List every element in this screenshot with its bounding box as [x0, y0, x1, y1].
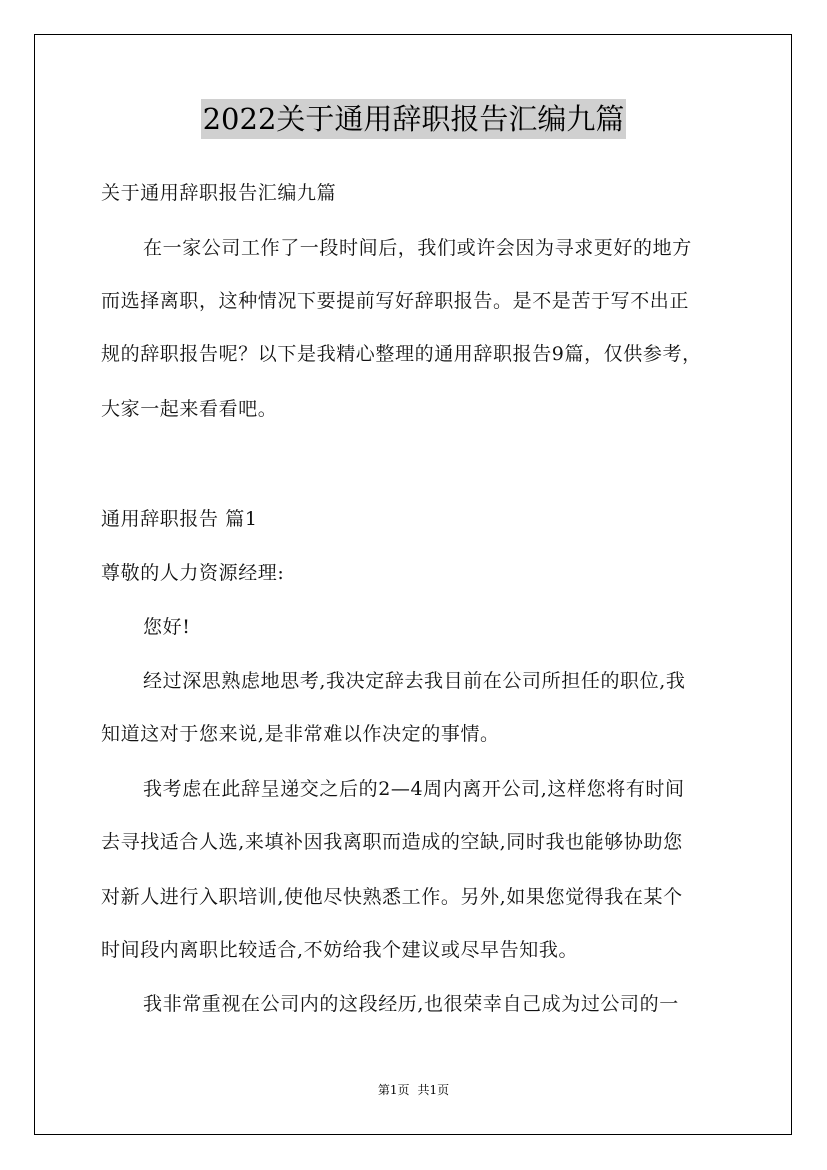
paragraph-line: 经过深思熟虑地思考,我决定辞去我目前在公司所担任的职位,我 [143, 670, 686, 692]
paragraph-line: 而选择离职，这种情况下要提前写好辞职报告。是不是苦于写不出正 [101, 290, 690, 312]
paragraph-line: 大家一起来看看吧。 [101, 398, 278, 420]
page-total: 共1页 [417, 1083, 450, 1097]
section-heading: 通用辞职报告 篇1 [101, 508, 258, 530]
paragraph-line: 对新人进行入职培训,使他尽快熟悉工作。另外,如果您觉得我在某个 [101, 886, 683, 908]
subtitle-line: 关于通用辞职报告汇编九篇 [101, 182, 337, 204]
paragraph-line: 时间段内离职比较适合,不妨给我个建议或尽早告知我。 [101, 939, 579, 961]
paragraph-line: 我非常重视在公司内的这段经历,也很荣幸自己成为过公司的一 [143, 993, 679, 1015]
title-container [0, 99, 827, 139]
paragraph-line: 知道这对于您来说,是非常难以作决定的事情。 [101, 723, 500, 745]
paragraph-line: 规的辞职报告呢？以下是我精心整理的通用辞职报告9篇，仅供参考， [101, 343, 702, 365]
page-number: 第1页 [377, 1083, 410, 1097]
page-footer [0, 1082, 827, 1098]
salutation-line: 尊敬的人力资源经理: [101, 562, 285, 584]
paragraph-line: 去寻找适合人选,来填补因我离职而造成的空缺,同时我也能够协助您 [101, 831, 683, 853]
greeting-line: 您好! [143, 616, 191, 638]
paragraph-line: 我考虑在此辞呈递交之后的2—4周内离开公司,这样您将有时间 [143, 778, 685, 800]
paragraph-line: 在一家公司工作了一段时间后，我们或许会因为寻求更好的地方 [143, 237, 692, 259]
document-title: 2022关于通用辞职报告汇编九篇 [201, 99, 627, 139]
